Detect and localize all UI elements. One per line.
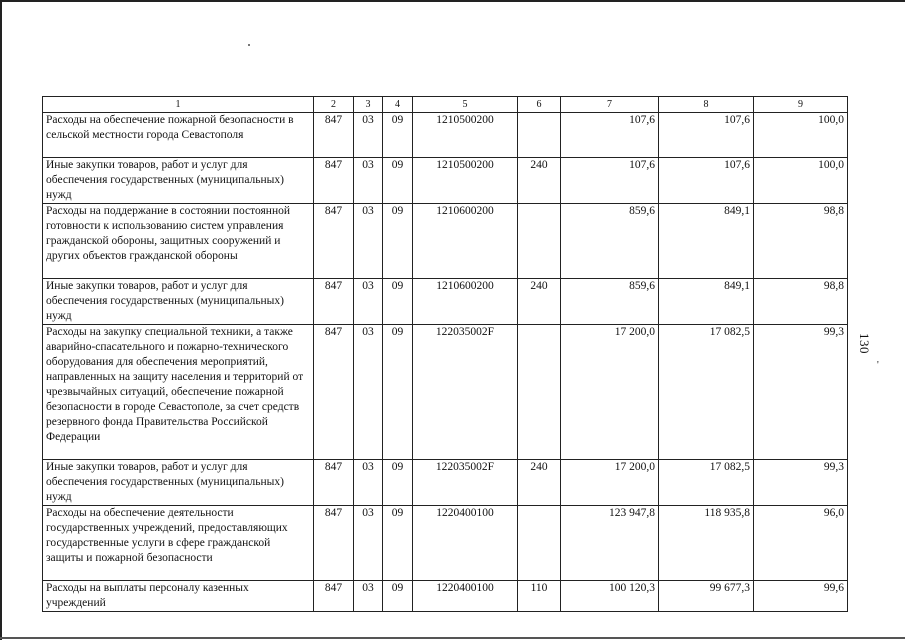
- execution-percent: 96,0: [754, 506, 848, 581]
- planned-amount: 123 947,8: [561, 506, 659, 581]
- header-cell-8: 8: [659, 97, 754, 113]
- subsection-code: 09: [383, 581, 413, 612]
- execution-percent: 100,0: [754, 113, 848, 158]
- actual-amount: 118 935,8: [659, 506, 754, 581]
- planned-amount: 107,6: [561, 113, 659, 158]
- actual-amount: 107,6: [659, 113, 754, 158]
- header-cell-9: 9: [754, 97, 848, 113]
- ministry-code: 847: [314, 325, 354, 460]
- planned-amount: 100 120,3: [561, 581, 659, 612]
- page-edge-top: [0, 0, 905, 2]
- expense-type-code: 240: [518, 460, 561, 506]
- section-code: 03: [354, 506, 383, 581]
- header-cell-7: 7: [561, 97, 659, 113]
- actual-amount: 849,1: [659, 279, 754, 325]
- ministry-code: 847: [314, 113, 354, 158]
- target-item-code: 122035002F: [413, 325, 518, 460]
- actual-amount: 17 082,5: [659, 325, 754, 460]
- header-cell-4: 4: [383, 97, 413, 113]
- target-item-code: 1220400100: [413, 581, 518, 612]
- execution-percent: 99,3: [754, 325, 848, 460]
- expense-type-code: 240: [518, 279, 561, 325]
- expense-type-code: [518, 204, 561, 279]
- section-code: 03: [354, 460, 383, 506]
- section-code: 03: [354, 279, 383, 325]
- header-row: [43, 97, 848, 113]
- target-item-code: 1210500200: [413, 158, 518, 204]
- table-row: [43, 204, 848, 279]
- actual-amount: 17 082,5: [659, 460, 754, 506]
- actual-amount: 849,1: [659, 204, 754, 279]
- subsection-code: 09: [383, 204, 413, 279]
- table-row: [43, 325, 848, 460]
- expense-type-code: 240: [518, 158, 561, 204]
- subsection-code: 09: [383, 113, 413, 158]
- expense-name: Расходы на поддержание в состоянии постоянной готовности к использованию систем управления гражданской обороны, защитных сооружений и других объектов гражданской обороны: [43, 204, 314, 279]
- execution-percent: 98,8: [754, 279, 848, 325]
- expense-name: Расходы на обеспечение пожарной безопасности в сельской местности города Севастополя: [43, 113, 314, 158]
- budget-table: [42, 96, 848, 612]
- execution-percent: 98,8: [754, 204, 848, 279]
- section-code: 03: [354, 325, 383, 460]
- subsection-code: 09: [383, 279, 413, 325]
- expense-type-code: 110: [518, 581, 561, 612]
- table-row: [43, 279, 848, 325]
- page-edge-bottom: [0, 637, 905, 639]
- expense-name: Иные закупки товаров, работ и услуг для обеспечения государственных (муниципальных) нужд: [43, 460, 314, 506]
- target-item-code: 1210500200: [413, 113, 518, 158]
- table-row: [43, 581, 848, 612]
- expense-name: Иные закупки товаров, работ и услуг для обеспечения государственных (муниципальных) нужд: [43, 158, 314, 204]
- expense-name: Расходы на обеспечение деятельности государственных учреждений, предоставляющих государственные услуги в сфере гражданской защиты и пожарной безопасности: [43, 506, 314, 581]
- target-item-code: 1210600200: [413, 279, 518, 325]
- subsection-code: 09: [383, 325, 413, 460]
- ministry-code: 847: [314, 506, 354, 581]
- execution-percent: 99,3: [754, 460, 848, 506]
- table-row: [43, 158, 848, 204]
- actual-amount: 99 677,3: [659, 581, 754, 612]
- subsection-code: 09: [383, 158, 413, 204]
- ministry-code: 847: [314, 279, 354, 325]
- expense-type-code: [518, 506, 561, 581]
- target-item-code: 1210600200: [413, 204, 518, 279]
- page-number-mark: ': [877, 360, 879, 371]
- execution-percent: 100,0: [754, 158, 848, 204]
- ministry-code: 847: [314, 460, 354, 506]
- planned-amount: 17 200,0: [561, 460, 659, 506]
- header-cell-6: 6: [518, 97, 561, 113]
- header-cell-1: 1: [43, 97, 314, 113]
- planned-amount: 859,6: [561, 204, 659, 279]
- scan-speck: [248, 44, 250, 46]
- execution-percent: 99,6: [754, 581, 848, 612]
- expense-name: Расходы на выплаты персоналу казенных учреждений: [43, 581, 314, 612]
- header-cell-2: 2: [314, 97, 354, 113]
- ministry-code: 847: [314, 581, 354, 612]
- section-code: 03: [354, 113, 383, 158]
- table-row: [43, 113, 848, 158]
- section-code: 03: [354, 158, 383, 204]
- table-row: [43, 460, 848, 506]
- page-edge-left: [0, 0, 2, 640]
- expense-type-code: [518, 113, 561, 158]
- subsection-code: 09: [383, 506, 413, 581]
- target-item-code: 1220400100: [413, 506, 518, 581]
- page-number: 130: [857, 333, 872, 354]
- ministry-code: 847: [314, 158, 354, 204]
- header-cell-5: 5: [413, 97, 518, 113]
- header-cell-3: 3: [354, 97, 383, 113]
- expense-name: Расходы на закупку специальной техники, а также аварийно-спасательного и пожарно-технического оборудования для обеспечения мероприятий, направленных на защиту населения и территорий от чрезвычайных ситуаций, обеспечение пожарной безопасности в городе Севастополе, за счет средств резервного фонда Правительства Российской Федерации: [43, 325, 314, 460]
- section-code: 03: [354, 581, 383, 612]
- section-code: 03: [354, 204, 383, 279]
- ministry-code: 847: [314, 204, 354, 279]
- planned-amount: 107,6: [561, 158, 659, 204]
- table-row: [43, 506, 848, 581]
- planned-amount: 859,6: [561, 279, 659, 325]
- planned-amount: 17 200,0: [561, 325, 659, 460]
- expense-name: Иные закупки товаров, работ и услуг для обеспечения государственных (муниципальных) нужд: [43, 279, 314, 325]
- actual-amount: 107,6: [659, 158, 754, 204]
- subsection-code: 09: [383, 460, 413, 506]
- target-item-code: 122035002F: [413, 460, 518, 506]
- expense-type-code: [518, 325, 561, 460]
